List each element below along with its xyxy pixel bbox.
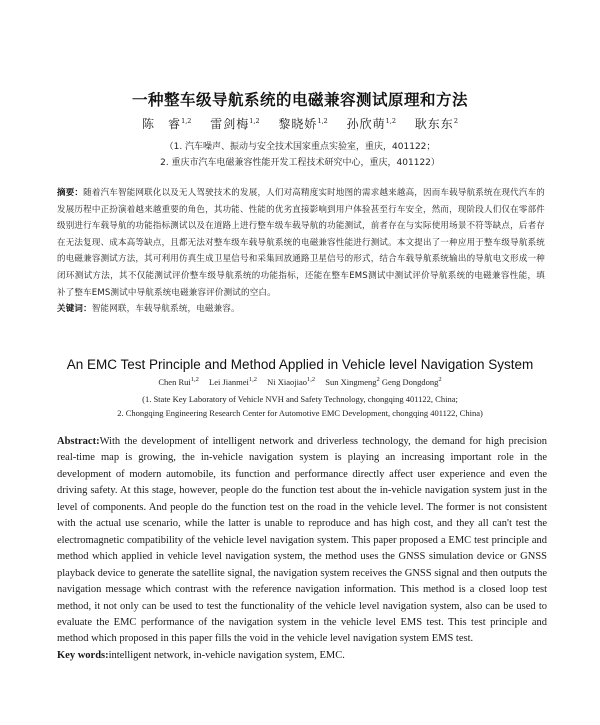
chinese-author: 黎晓娇$^{1,2}$	[278, 117, 328, 131]
english-abstract-paragraph	[57, 434, 547, 648]
english-author: Geng Dongdong$^2$	[381, 376, 442, 387]
english-author: Chen Rui$^{1,2}$	[158, 376, 199, 387]
english-author: Lei Jianmei$^{1,2}$	[209, 376, 258, 387]
chinese-keywords-text: 智能网联，车载导航系统，电磁兼容。	[91, 304, 240, 315]
chinese-keywords	[57, 301, 545, 318]
english-keywords-label: Key words:	[57, 649, 109, 661]
chinese-author-list	[0, 115, 600, 132]
chinese-abstract	[57, 185, 545, 318]
english-affiliations	[0, 392, 600, 420]
chinese-abstract-paragraph	[57, 185, 545, 301]
english-title: An EMC Test Principle and Method Applied in Vehicle level Navigation System	[66, 357, 534, 372]
english-abstract-label: Abstract:	[57, 436, 100, 447]
english-keywords-text: intelligent network, in-vehicle navigation system, EMC.	[108, 649, 345, 661]
english-author-list	[0, 376, 600, 387]
chinese-author: 孙欣萌$^{1,2}$	[346, 117, 396, 131]
english-abstract-text: With the development of intelligent network and driverless technology, the demand for high precision real-time map is growing, the in-vehicle navigation system is playing an increasing important role in the development of modern automobile, its function and performance directly affect user experience and even the driving safety. At this stage, however, people do the function test about the in-vehicle navigation system just in the level of components. And people do the function test on the road in the vehicle level. The former is not consistent with the actual use scenario, while the latter is unable to reproduce and has high cost, and they all can't test the electromagnetic compatibility of the vehicle level navigation system. This paper proposed a EMC test principle and method which applied in vehicle level navigation system, the method uses the GNSS simulation device or GNSS playback device to generate the satellite signal, the navigation system receives the GNSS signal and then outputs the navigation message which contrast with the reference navigation information. This method is a closed loop test method, it not only can be used to test the functionality of the vehicle level navigation system, also can be used to evaluate the EMC performance of the navigation system in the vehicle level EMS test. This test principle and method which proposed in this paper fills the void in the vehicle level navigation system EMS test.	[57, 436, 547, 645]
chinese-author: 耿东东$^2$	[414, 117, 458, 131]
chinese-author: 陈 睿$^{1,2}$	[142, 117, 192, 131]
english-abstract	[57, 434, 547, 664]
chinese-abstract-text: 随着汽车智能网联化以及无人驾驶技术的发展，人们对高精度实时地图的需求越来越高，因而车载导航系统在现代汽车的发展历程中正扮演着越来越重要的角色，其功能、性能的优劣直接影响到用户体验甚至行车安全，然而，现阶段人们仅在零部件级别进行车载导航的功能指标测试以及在道路上进行整车级车载导航的功能测试，前者存在与实际使用场景不符等缺点，后者存在无法复现、成本高等缺点，且都无法对整车级车载导航系统的电磁兼容性能进行测试。本文提出了一种应用于整车级导航系统的电磁兼容测试方法，其可利用仿真生成卫星信号和采集回放通路卫星信号的形式，结合车载导航系统输出的导航电文形成一种闭环测试方法，其不仅能测试评价整车级导航系统的功能指标，还能在整车EMS测试中测试评价导航系统的电磁兼容性能，填补了整车EMS测试中导航系统电磁兼容评价测试的空白。	[57, 188, 546, 298]
chinese-affiliation-line: 2. 重庆市汽车电磁兼容性能开发工程技术研究中心，重庆，401122）	[160, 158, 440, 168]
chinese-affiliations	[0, 139, 600, 171]
english-affiliation-line: (1. State Key Laboratory of Vehicle NVH and Safety Technology, chongqing 401122, China;	[142, 394, 458, 404]
chinese-abstract-label: 摘要：	[57, 188, 84, 198]
english-author: Ni Xiaojiao$^{1,2}$	[267, 376, 316, 387]
chinese-affiliation-line: （1. 汽车噪声、振动与安全技术国家重点实验室，重庆，401122；	[164, 142, 436, 152]
chinese-keywords-label: 关键词：	[57, 304, 92, 315]
english-author: Sun Xingmeng$^2$	[325, 376, 380, 387]
chinese-title: 一种整车级导航系统的电磁兼容测试原理和方法	[131, 91, 468, 109]
english-affiliation-line: 2. Chongqing Engineering Research Center for Automotive EMC Development, chongqing 401122, China)	[117, 408, 483, 418]
chinese-author: 雷剑梅$^{1,2}$	[210, 117, 260, 131]
english-keywords	[57, 648, 547, 664]
